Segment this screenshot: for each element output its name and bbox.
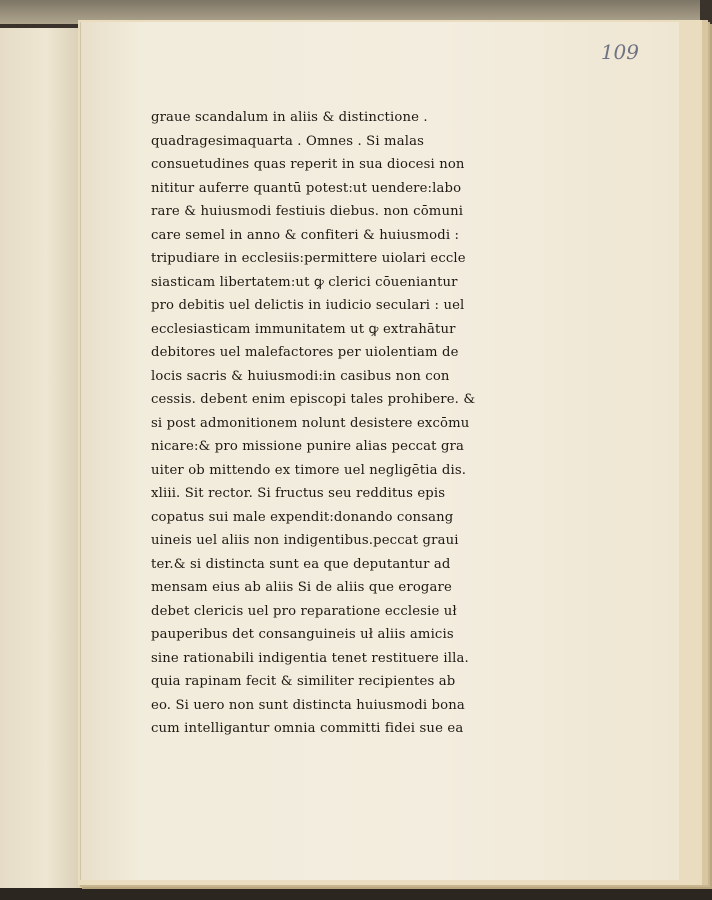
text-line: nititur auferre quantū potest:ut uendere:labo <box>151 180 462 196</box>
text-line: uiter ob mittendo ex timore uel negligētia dis. <box>151 462 467 478</box>
text-line: rare & huiusmodi festiuis diebus. non cōmuni <box>151 204 464 219</box>
text-line: consuetudines quas reperit in sua diocesi non <box>151 157 465 172</box>
text-line: pauperibus det consanguineis uł aliis amicis <box>151 627 454 642</box>
text-line: siasticam libertatem:ut ꝙ clerici cōueniantur <box>151 274 458 290</box>
text-line: quadragesimaquarta . Omnes . Si malas <box>151 133 425 149</box>
text-line: care semel in anno & confiteri & huiusmodi : <box>151 227 460 243</box>
text-line: nicare:& pro missione punire alias peccat gra <box>151 439 465 454</box>
text-line: debitores uel malefactores per uiolentiam de <box>151 345 459 360</box>
text-line: copatus sui male expendit:donando consang <box>151 509 454 525</box>
text-line: graue scandalum in aliis & distinctione . <box>151 110 428 125</box>
text-line: eo. Si uero non sunt distincta huiusmodi bona <box>151 697 465 713</box>
text-line: xliii. Sit rector. Si fructus seu redditus epis <box>151 486 446 501</box>
facing-page-left <box>0 28 85 888</box>
text-line: uineis uel aliis non indigentibus.peccat graui <box>151 533 459 548</box>
manuscript-page <box>80 22 679 880</box>
text-line: cum intelligantur omnia committi fidei sue ea <box>151 721 464 736</box>
text-line: tripudiare in ecclesiis:permittere uiolari eccle <box>151 251 466 266</box>
text-line: debet clericis uel pro reparatione ecclesie uł <box>151 603 457 619</box>
text-line: cessis. debent enim episcopi tales prohibere. & <box>151 392 476 407</box>
text-line: locis sacris & huiusmodi:in casibus non con <box>151 368 450 384</box>
text-line: sine rationabili indigentia tenet restituere illa. <box>151 650 469 666</box>
text-line: pro debitis uel delictis in iudicio seculari : uel <box>151 298 465 313</box>
text-line: si post admonitionem nolunt desistere excōmu <box>151 415 470 431</box>
folio-number: 109 <box>600 40 639 64</box>
text-line: quia rapinam fecit & similiter recipientes ab <box>151 674 456 689</box>
text-block <box>151 106 551 741</box>
text-line: ecclesiasticam immunitatem ut ꝙ extrahātur <box>151 321 456 337</box>
text-line: mensam eius ab aliis Si de aliis que erogare <box>151 580 452 595</box>
text-line: ter.& si distincta sunt ea que deputantur ad <box>151 556 451 572</box>
